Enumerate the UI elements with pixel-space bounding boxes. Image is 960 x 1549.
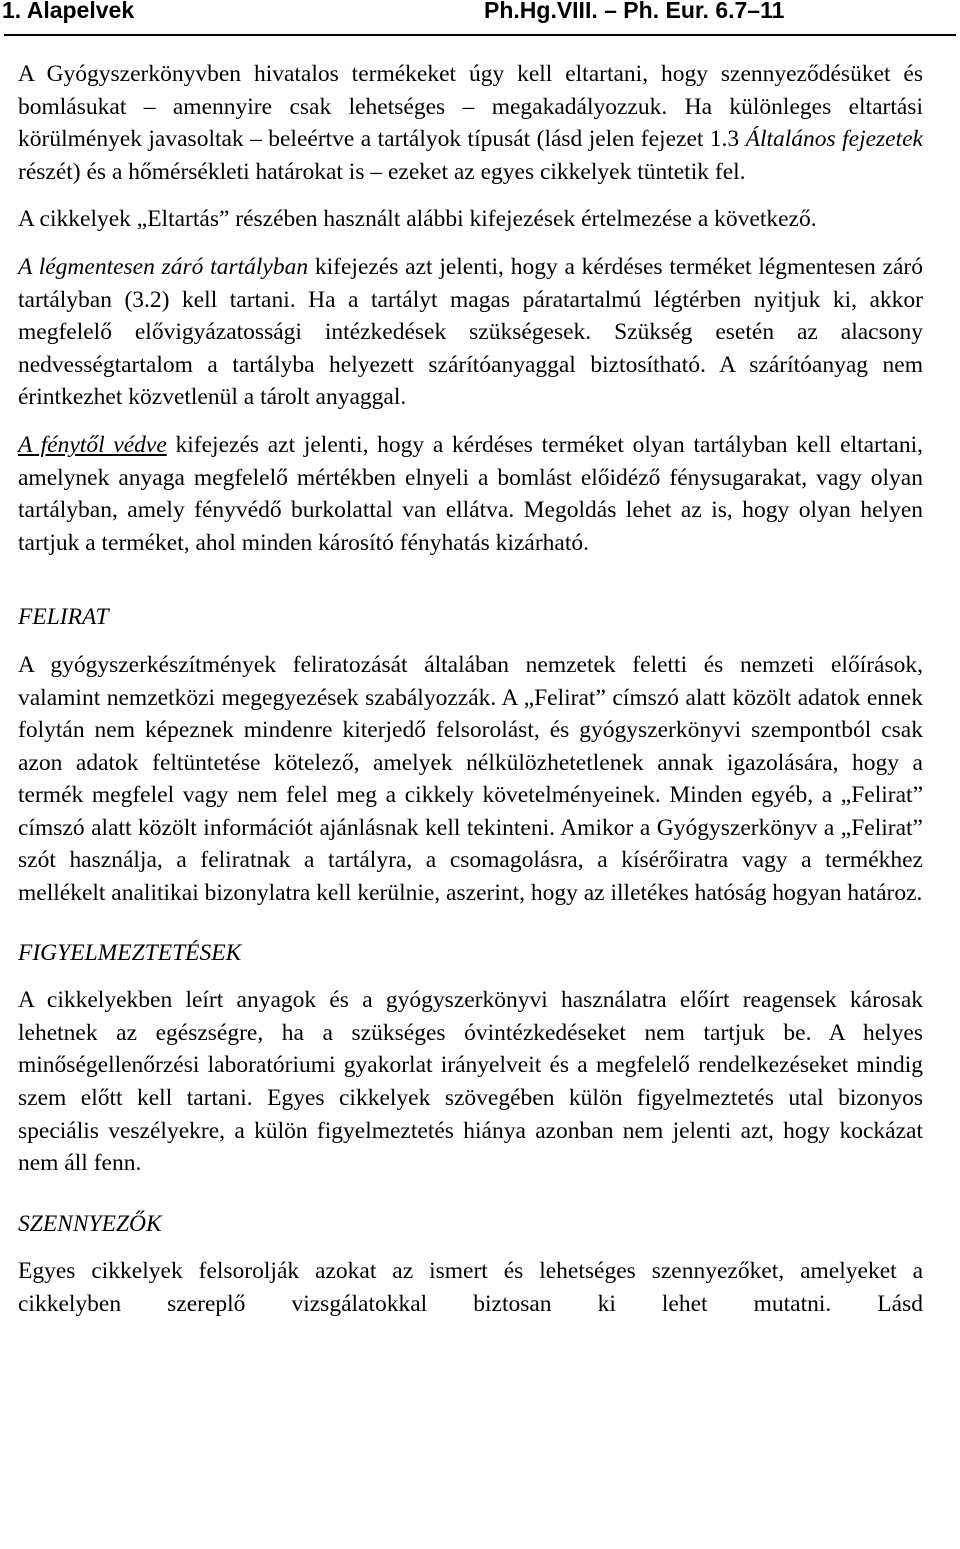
light-protection-term: A fénytől védve <box>18 431 167 458</box>
storage-terms-paragraph: A cikkelyek „Eltartás” részében használt alábbi kifejezések értelmezése a következő. <box>18 206 817 233</box>
pharmacopoeia-reference: Ph.Hg.VIII. – Ph. Eur. 6.7–11 <box>484 0 785 23</box>
italic-reference: Általános fejezetek <box>745 126 923 153</box>
header-divider <box>4 34 956 36</box>
felirat-heading: FELIRAT <box>18 604 109 631</box>
storage-intro-paragraph: A Gyógyszerkönyvben hivatalos termékeket úgy kell eltartani, hogy szennyeződésüket és bomlásukat – amennyire csak lehetséges – megakadályozzuk. Ha különleges eltartási körülmények javasoltak – beleértve a tartályok típusát (lásd jelen fejezet 1.3 Általános fejezetek részét) és a hőmérsékleti határokat is – ezeket az egyes cikkelyek tüntetik fel. <box>18 61 923 185</box>
felirat-paragraph: A gyógyszerkészítmények feliratozását általában nemzetek feletti és nemzeti előírások, valamint nemzetközi megegyezések szabályozzák. A „Felirat” címszó alatt közölt adatok ennek folytán nem képeznek mindenre kiterjedő felsorolást, és gyógyszerkönyvi szempontból csak azon adatok feltüntetése kötelező, amelyek nélkülözhetetlenek annak igazolására, hogy a termék megfelel vagy nem felel meg a cikkely követelményeinek. Minden egyéb, a „Felirat” címszó alatt közölt információt ajánlásnak kell tekinteni. Amikor a Gyógyszerkönyv a „Felirat” szót használja, a feliratnak a tartályra, a csomagolásra, a kísérőiratra vagy a termékhez mellékelt analitikai bizonylatra kell kerülnie, aszerint, hogy az illetékes hatóság hogyan határoz. <box>18 651 923 907</box>
airtight-term: A légmentesen záró tartályban <box>18 253 309 280</box>
section-title: 1. Alapelvek <box>2 0 135 23</box>
light-protection-paragraph: A fénytől védve kifejezés azt jelenti, hogy a kérdéses terméket olyan tartályban kell eltartani, amelynek anyaga megfelelő mértékben elnyeli a bomlást előidéző fénysugarakat, vagy olyan tartályban, amely fényvédő burkolattal van ellátva. Megoldás lehet az is, hogy olyan helyen tartjuk a terméket, ahol minden károsító fényhatás kizárható. <box>18 431 923 556</box>
figyelmeztetesek-paragraph: A cikkelyekben leírt anyagok és a gyógyszerkönyvi használatra előírt reagensek károsak lehetnek az egészségre, ha a szükséges óvintézkedéseket nem tartjuk be. A helyes minőségellenőrzési laboratóriumi gyakorlat irányelveit és a megfelelő rendelkezéseket mindig szem előtt kell tartani. Egyes cikkelyek szövegében külön figyelmeztetés utal bizonyos speciális veszélyekre, a külön figyelmeztetés hiánya azonban nem jelenti azt, hogy kockázat nem áll fenn. <box>18 987 923 1177</box>
szennyezok-heading: SZENNYEZŐK <box>18 1210 162 1237</box>
document-body <box>18 58 923 1321</box>
page-header <box>2 0 952 26</box>
figyelmeztetesek-heading: FIGYELMEZTETÉSEK <box>18 939 242 966</box>
szennyezok-paragraph: Egyes cikkelyek felsorolják azokat az ismert és lehetséges szennyezőket, amelyeket a cikkelyben szereplő vizsgálatokkal biztosan ki lehet mutatni. Lásd <box>18 1258 923 1317</box>
airtight-container-paragraph: A légmentesen záró tartályban kifejezés azt jelenti, hogy a kérdéses terméket légmentesen záró tartályban (3.2) kell tartani. Ha a tartályt magas páratartalmú légtérben nyitjuk ki, akkor megfelelő elővigyázatossági intézkedések szükségesek. Szükség esetén az alacsony nedvességtartalom a tartályba helyezett szárítóanyaggal biztosítható. A szárítóanyag nem érintkezhet közvetlenül a tárolt anyaggal. <box>18 253 923 411</box>
